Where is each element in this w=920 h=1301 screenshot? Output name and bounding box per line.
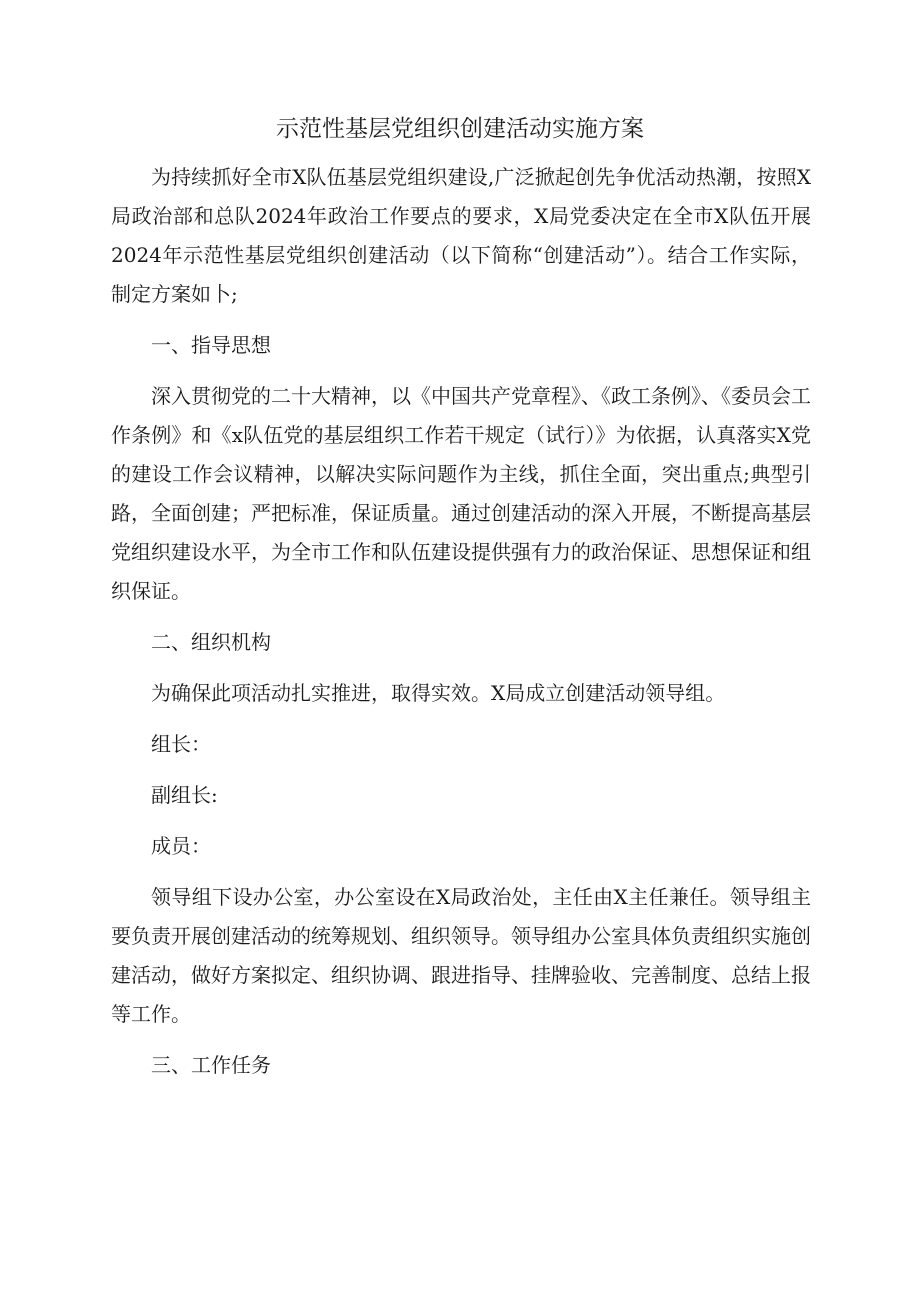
guiding-thought-paragraph: 深入贯彻党的二十大精神，以《中国共产党章程》、《政工条例》、《委员会工作条例》和《x队伍党的基层组织工作若干规定（试行）》为依据，认真落实X党的建设工作会议精神，以解决实际问题作为主线，抓住全面，突出重点;典型引路，全面创建；严把标准，保证质量。通过创建活动的深入开展，不断提高基层党组织建设水平，为全市工作和队伍建设提供强有力的政治保证、思想保证和组织保证。 <box>111 384 811 603</box>
members-label: 成员： <box>151 834 211 858</box>
section-heading-guiding-thought: 一、指导思想 <box>151 333 271 357</box>
document-body <box>111 158 811 1097</box>
organization-intro: 为确保此项活动扎实推进，取得实效。X局成立创建活动领导组。 <box>151 681 726 705</box>
office-paragraph: 领导组下设办公室，办公室设在X局政治处，主任由X主任兼任。领导组主要负责开展创建活动的统筹规划、组织领导。领导组办公室具体负责组织实施创建活动，做好方案拟定、组织协调、跟进指导、挂牌验收、完善制度、总结上报等工作。 <box>111 885 811 1026</box>
section-heading-organization: 二、组织机构 <box>151 630 271 654</box>
deputy-leader-label: 副组长: <box>151 783 218 807</box>
document-title: 示范性基层党组织创建活动实施方案 <box>276 116 644 142</box>
leader-label: 组长： <box>151 732 211 756</box>
intro-paragraph: 为持续抓好全市X队伍基层党组织建设,广泛掀起创先争优活动热潮，按照X局政治部和总队2024年政治工作要点的要求，X局党委决定在全市X队伍开展2024年示范性基层党组织创建活动（以下简称“创建活动”）。结合工作实际，制定方案如卜; <box>111 165 811 306</box>
section-heading-tasks: 三、工作任务 <box>151 1053 271 1077</box>
